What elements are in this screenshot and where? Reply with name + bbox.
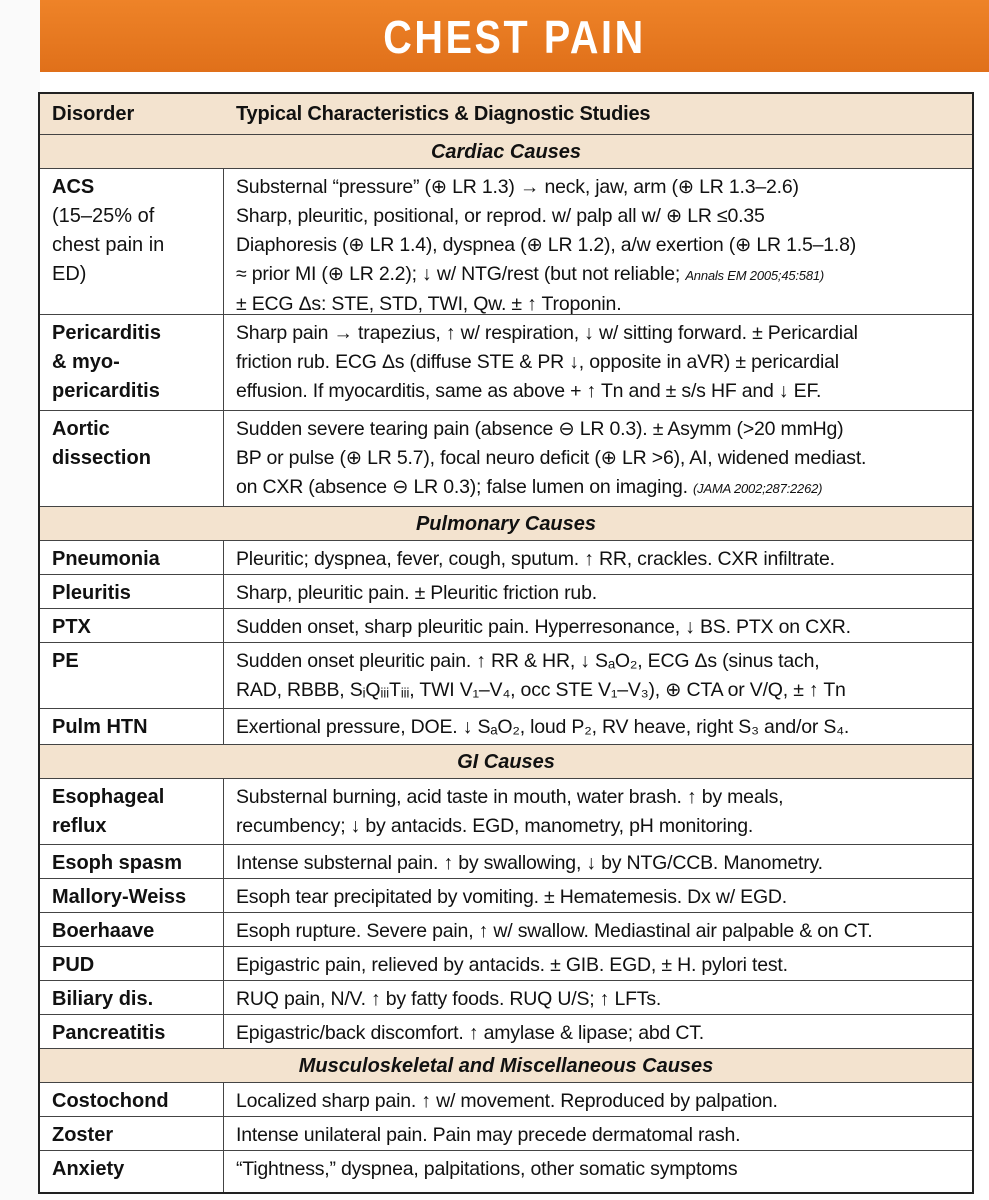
characteristic-text: ≈ prior MI (⊕ LR 2.2); ↓ w/ NTG/rest (but not reliable; <box>236 263 686 285</box>
disorder-name: pericarditis <box>52 380 160 402</box>
characteristics-cell <box>224 709 972 744</box>
disorder-name: Mallory-Weiss <box>52 886 187 908</box>
section-title: Musculoskeletal and Miscellaneous Causes <box>298 1055 714 1077</box>
section-header <box>40 1048 972 1082</box>
characteristic-line: Sharp, pleuritic pain. ± Pleuritic friction rub. <box>236 582 597 604</box>
disorder-name: dissection <box>52 447 151 469</box>
characteristic-line: Epigastric/back discomfort. ↑ amylase & lipase; abd CT. <box>236 1022 705 1044</box>
characteristics-cell <box>224 609 972 642</box>
section-title: Cardiac Causes <box>430 141 582 163</box>
characteristic-line: recumbency; ↓ by antacids. EGD, manometry, pH monitoring. <box>236 815 754 837</box>
characteristic-line: Intense substernal pain. ↑ by swallowing, ↓ by NTG/CCB. Manometry. <box>236 852 823 874</box>
disorder-name: Aortic <box>52 418 110 440</box>
disorder-cell <box>40 845 224 878</box>
table-row <box>40 1116 972 1150</box>
disorder-cell <box>40 575 224 608</box>
disorder-cell <box>40 541 224 574</box>
disorder-cell <box>40 1015 224 1048</box>
disorder-cell <box>40 913 224 946</box>
disorder-name: ACS <box>52 176 95 198</box>
characteristics-cell <box>224 913 972 946</box>
characteristic-line: Diaphoresis (⊕ LR 1.4), dyspnea (⊕ LR 1.2), a/w exertion (⊕ LR 1.5–1.8) <box>236 234 857 256</box>
disorder-name: Anxiety <box>52 1158 125 1180</box>
table-row <box>40 168 972 314</box>
characteristic-text: on CXR (absence ⊖ LR 0.3); false lumen on imaging. <box>236 476 694 498</box>
characteristic-line: RAD, RBBB, SᵢQᵢᵢᵢTᵢᵢᵢ, TWI V₁–V₄, occ STE V₁–V₃), ⊕ CTA or V/Q, ± ↑ Tn <box>236 679 846 701</box>
characteristics-cell <box>224 575 972 608</box>
disorder-name: reflux <box>52 815 107 837</box>
disorder-name: Costochond <box>52 1090 169 1112</box>
characteristic-line: “Tightness,” dyspnea, palpitations, other somatic symptoms <box>236 1158 738 1180</box>
disorder-name: Pneumonia <box>52 548 160 570</box>
header-disorder: Disorder <box>40 94 224 134</box>
section-header <box>40 134 972 168</box>
characteristic-line: Intense unilateral pain. Pain may precede dermatomal rash. <box>236 1124 741 1146</box>
characteristics-cell <box>224 541 972 574</box>
disorder-name: Pleuritis <box>52 582 131 604</box>
characteristics-cell <box>224 643 972 708</box>
table-row <box>40 642 972 708</box>
characteristic-line: Esoph rupture. Severe pain, ↑ w/ swallow. Mediastinal air palpable & on CT. <box>236 920 873 942</box>
characteristics-cell <box>224 411 972 506</box>
disorder-cell <box>40 1083 224 1116</box>
characteristic-line <box>236 260 972 290</box>
table-row <box>40 980 972 1014</box>
disorder-cell <box>40 779 224 844</box>
characteristic-line: Sharp pain → trapezius, ↑ w/ respiration, ↓ w/ sitting forward. ± Pericardial <box>236 322 858 344</box>
header-characteristics: Typical Characteristics & Diagnostic Studies <box>224 94 972 134</box>
table-row <box>40 608 972 642</box>
section-header <box>40 506 972 540</box>
disorder-cell <box>40 947 224 980</box>
characteristic-line: Substernal burning, acid taste in mouth, water brash. ↑ by meals, <box>236 786 784 808</box>
characteristic-line: Localized sharp pain. ↑ w/ movement. Reproduced by palpation. <box>236 1090 778 1112</box>
table-row <box>40 1150 972 1192</box>
page-margin <box>0 0 40 1200</box>
table-row <box>40 1082 972 1116</box>
table-row <box>40 878 972 912</box>
characteristic-line: Sharp, pleuritic, positional, or reprod. w/ palp all w/ ⊕ LR ≤0.35 <box>236 205 765 227</box>
table-row <box>40 540 972 574</box>
disorder-name: Pulm HTN <box>52 716 148 738</box>
characteristics-cell <box>224 947 972 980</box>
disorder-name: Esoph spasm <box>52 852 183 874</box>
table-row <box>40 946 972 980</box>
page-title: CHEST PAIN <box>383 11 646 63</box>
disorder-note: chest pain in <box>52 234 165 256</box>
disorder-name: PE <box>52 650 79 672</box>
disorder-name: & myo- <box>52 351 120 373</box>
characteristics-cell <box>224 845 972 878</box>
characteristic-line: ± ECG Δs: STE, STD, TWI, Qw. ± ↑ Troponin. <box>236 293 622 315</box>
section-title: GI Causes <box>457 751 555 773</box>
disorder-cell <box>40 169 224 314</box>
disorder-cell <box>40 411 224 506</box>
disorder-note: (15–25% of <box>52 205 155 227</box>
chest-pain-table <box>38 92 974 1194</box>
characteristic-line: Pleuritic; dyspnea, fever, cough, sputum. ↑ RR, crackles. CXR infiltrate. <box>236 548 835 570</box>
disorder-name: PTX <box>52 616 91 638</box>
citation: Annals EM 2005;45:581) <box>685 268 825 283</box>
table-row <box>40 574 972 608</box>
disorder-name: Biliary dis. <box>52 988 154 1010</box>
section-title: Pulmonary Causes <box>415 513 597 535</box>
characteristic-line <box>236 473 972 503</box>
characteristics-cell <box>224 1117 972 1150</box>
characteristics-cell <box>224 1083 972 1116</box>
characteristic-line: effusion. If myocarditis, same as above + ↑ Tn and ± s/s HF and ↓ EF. <box>236 380 822 402</box>
table-row <box>40 410 972 506</box>
disorder-cell <box>40 709 224 744</box>
characteristic-line: friction rub. ECG Δs (diffuse STE & PR ↓, opposite in aVR) ± pericardial <box>236 351 839 373</box>
disorder-name: Pancreatitis <box>52 1022 166 1044</box>
disorder-cell <box>40 609 224 642</box>
disorder-name: Pericarditis <box>52 322 161 344</box>
table-header-row <box>40 94 972 134</box>
characteristics-cell <box>224 1151 972 1192</box>
characteristic-line: Epigastric pain, relieved by antacids. ± GIB. EGD, ± H. pylori test. <box>236 954 788 976</box>
citation: (JAMA 2002;287:2262) <box>693 481 823 496</box>
table-row <box>40 778 972 844</box>
disorder-cell <box>40 315 224 410</box>
disorder-cell <box>40 981 224 1014</box>
table-row <box>40 314 972 410</box>
characteristics-cell <box>224 981 972 1014</box>
table-row <box>40 708 972 744</box>
characteristic-line: RUQ pain, N/V. ↑ by fatty foods. RUQ U/S; ↑ LFTs. <box>236 988 662 1010</box>
characteristics-cell <box>224 879 972 912</box>
characteristic-line: Exertional pressure, DOE. ↓ SₐO₂, loud P₂, RV heave, right S₃ and/or S₄. <box>236 716 850 738</box>
disorder-note: ED) <box>52 263 87 285</box>
characteristic-line: Esoph tear precipitated by vomiting. ± Hematemesis. Dx w/ EGD. <box>236 886 788 908</box>
characteristic-line: Sudden severe tearing pain (absence ⊖ LR 0.3). ± Asymm (>20 mmHg) <box>236 418 844 440</box>
disorder-cell <box>40 643 224 708</box>
table-row <box>40 1014 972 1048</box>
characteristics-cell <box>224 779 972 844</box>
title-banner <box>40 0 989 72</box>
disorder-name: Boerhaave <box>52 920 155 942</box>
characteristics-cell <box>224 315 972 410</box>
characteristics-cell <box>224 1015 972 1048</box>
disorder-cell <box>40 1117 224 1150</box>
disorder-name: Esophageal <box>52 786 165 808</box>
characteristic-line: Sudden onset, sharp pleuritic pain. Hyperresonance, ↓ BS. PTX on CXR. <box>236 616 851 638</box>
table-row <box>40 844 972 878</box>
disorder-name: PUD <box>52 954 95 976</box>
characteristics-cell <box>224 169 972 314</box>
characteristic-line: Substernal “pressure” (⊕ LR 1.3) → neck, jaw, arm (⊕ LR 1.3–2.6) <box>236 176 799 198</box>
section-header <box>40 744 972 778</box>
disorder-cell <box>40 879 224 912</box>
disorder-cell <box>40 1151 224 1192</box>
characteristic-line: Sudden onset pleuritic pain. ↑ RR & HR, ↓ SₐO₂, ECG Δs (sinus tach, <box>236 650 820 672</box>
table-row <box>40 912 972 946</box>
characteristic-line: BP or pulse (⊕ LR 5.7), focal neuro deficit (⊕ LR >6), AI, widened mediast. <box>236 447 867 469</box>
disorder-name: Zoster <box>52 1124 114 1146</box>
